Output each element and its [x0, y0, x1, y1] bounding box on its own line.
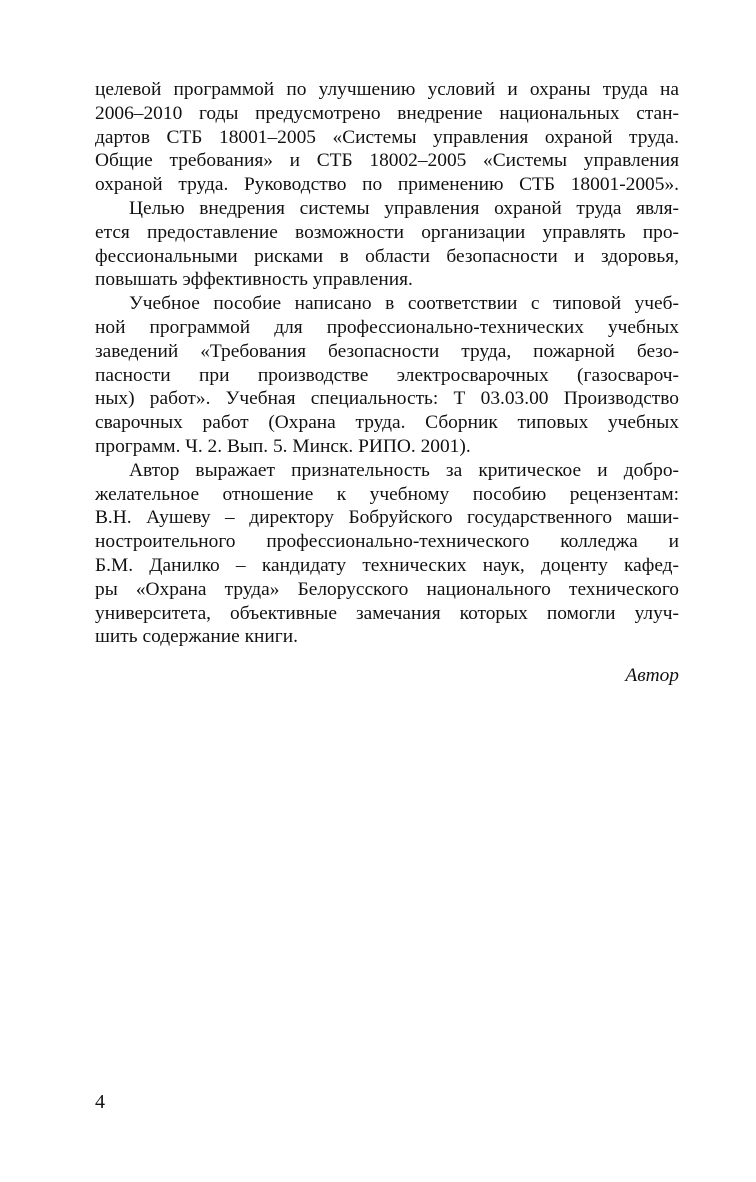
paragraph [95, 78, 679, 197]
text-line: программ. Ч. 2. Вып. 5. Минск. РИПО. 2001). [95, 435, 471, 457]
page-number: 4 [95, 1091, 105, 1113]
author-signature: Автор [625, 665, 679, 686]
paragraph [95, 197, 679, 292]
text-line: повышать эффективность управления. [95, 269, 413, 291]
text-line: фессиональными рисками в области безопасности и здоровья, [95, 245, 679, 267]
paragraph [95, 459, 679, 649]
text-line: желательное отношение к учебному пособию рецензентам: [95, 483, 679, 505]
text-line: целевой программой по улучшению условий и охраны труда на [95, 79, 679, 100]
text-line: В.Н. Аушеву – директору Бобруйского государственного маши- [95, 507, 679, 529]
text-line: Учебное пособие написано в соответствии с типовой учеб- [129, 293, 679, 315]
text-line: пасности при производстве электросварочных (газосвароч- [95, 364, 679, 386]
text-line: ется предоставление возможности организации управлять про- [95, 221, 679, 243]
text-line: Общие требования» и СТБ 18002–2005 «Системы управления [95, 150, 679, 172]
text-line: шить содержание книги. [95, 626, 298, 648]
text-line: Б.М. Данилко – кандидату технических наук, доценту кафед- [95, 554, 679, 576]
text-line: Целью внедрения системы управления охраной труда явля- [129, 197, 679, 219]
text-line: дартов СТБ 18001–2005 «Системы управления охраной труда. [95, 126, 679, 148]
body-text [95, 78, 679, 649]
text-line: ных) работ». Учебная специальность: Т 03.03.00 Производство [95, 388, 679, 410]
text-line: ной программой для профессионально-технических учебных [95, 316, 679, 338]
text-line: заведений «Требования безопасности труда, пожарной безо- [95, 340, 679, 362]
text-line: университета, объективные замечания которых помогли улуч- [95, 602, 679, 624]
text-line: сварочных работ (Охрана труда. Сборник типовых учебных [95, 412, 679, 434]
text-line: ностроительного профессионально-технического колледжа и [95, 531, 679, 553]
paragraph [95, 292, 679, 459]
text-line: 2006–2010 годы предусмотрено внедрение национальных стан- [95, 102, 679, 124]
text-line: Автор выражает признательность за критическое и добро- [129, 459, 679, 481]
text-line: охраной труда. Руководство по применению СТБ 18001-2005». [95, 174, 679, 196]
text-line: ры «Охрана труда» Белорусского национального технического [95, 578, 679, 600]
